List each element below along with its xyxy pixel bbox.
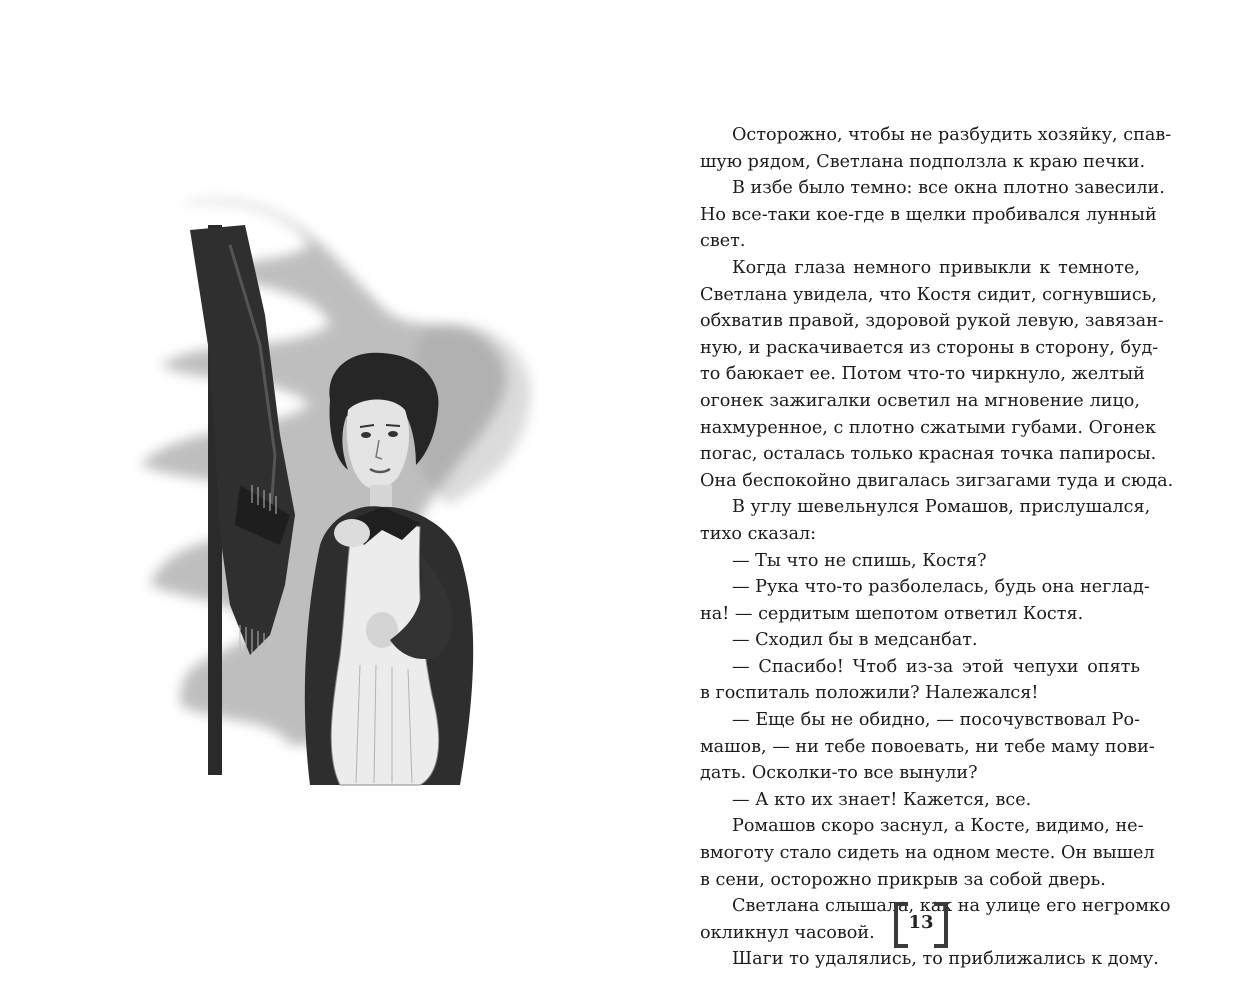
text-line: обхватив правой, здоровой рукой левую, завязан- — [700, 311, 1164, 332]
text-line: шую рядом, Светлана подползла к краю печки. — [700, 151, 1146, 172]
story-text — [700, 122, 1174, 973]
page-number-bracket-left — [894, 902, 908, 948]
text-line: Светлана увидела, что Костя сидит, согнувшись, — [700, 284, 1157, 305]
illustration-girl-with-banner — [120, 185, 540, 805]
text-line: огонек зажигалки осветил на мгновение лицо, — [700, 390, 1140, 411]
text-line: — Спасибо! Чтоб из-за этой чепухи опять — [732, 656, 1140, 677]
text-line: тихо сказал: — [700, 523, 817, 544]
text-line: в госпиталь положили? Належался! — [700, 683, 1039, 704]
text-line: машов, — ни тебе повоевать, ни тебе маму пови- — [700, 736, 1155, 757]
page-number-bracket-right — [934, 902, 948, 948]
page-number — [894, 902, 948, 942]
text-line: Когда глаза немного привыкли к темноте, — [732, 257, 1140, 278]
text-line: Она беспокойно двигалась зигзагами туда и сюда. — [700, 470, 1174, 491]
text-line: — Ты что не спишь, Костя? — [732, 550, 987, 571]
text-line: погас, осталась только красная точка папиросы. — [700, 444, 1157, 465]
text-line: окликнул часовой. — [700, 922, 875, 943]
illustration-drawing — [120, 185, 540, 805]
text-line: ную, и раскачивается из стороны в сторону, буд- — [700, 337, 1159, 358]
text-line: Светлана слышала, как на улице его негромко — [732, 896, 1171, 917]
text-line: на! — сердитым шепотом ответил Костя. — [700, 603, 1084, 624]
text-line: то баюкает ее. Потом что-то чиркнуло, желтый — [700, 364, 1145, 385]
text-line: в сени, осторожно прикрыв за собой дверь. — [700, 869, 1106, 890]
page-number-value: 13 — [908, 911, 934, 933]
text-line: Ромашов скоро заснул, а Косте, видимо, не- — [732, 816, 1144, 837]
text-line: — Еще бы не обидно, — посочувствовал Ро- — [732, 710, 1140, 731]
text-line: В углу шевельнулся Ромашов, прислушался, — [732, 497, 1151, 518]
text-line: вмоготу стало сидеть на одном месте. Он вышел — [700, 843, 1155, 864]
text-line: Шаги то удалялись, то приближались к дому. — [732, 949, 1159, 970]
text-line: В избе было темно: все окна плотно завесили. — [732, 178, 1165, 199]
text-line: свет. — [700, 231, 746, 252]
text-line: нахмуренное, с плотно сжатыми губами. Огонек — [700, 417, 1156, 438]
text-line: — А кто их знает! Кажется, все. — [732, 789, 1032, 810]
text-line: — Сходил бы в медсанбат. — [732, 630, 978, 651]
text-line: Осторожно, чтобы не разбудить хозяйку, спав- — [732, 125, 1172, 145]
text-line: — Рука что-то разболелась, будь она неглад- — [732, 577, 1150, 598]
text-line: дать. Осколки-то все вынули? — [700, 763, 978, 784]
text-line: Но все-таки кое-где в щелки пробивался лунный — [700, 204, 1157, 225]
